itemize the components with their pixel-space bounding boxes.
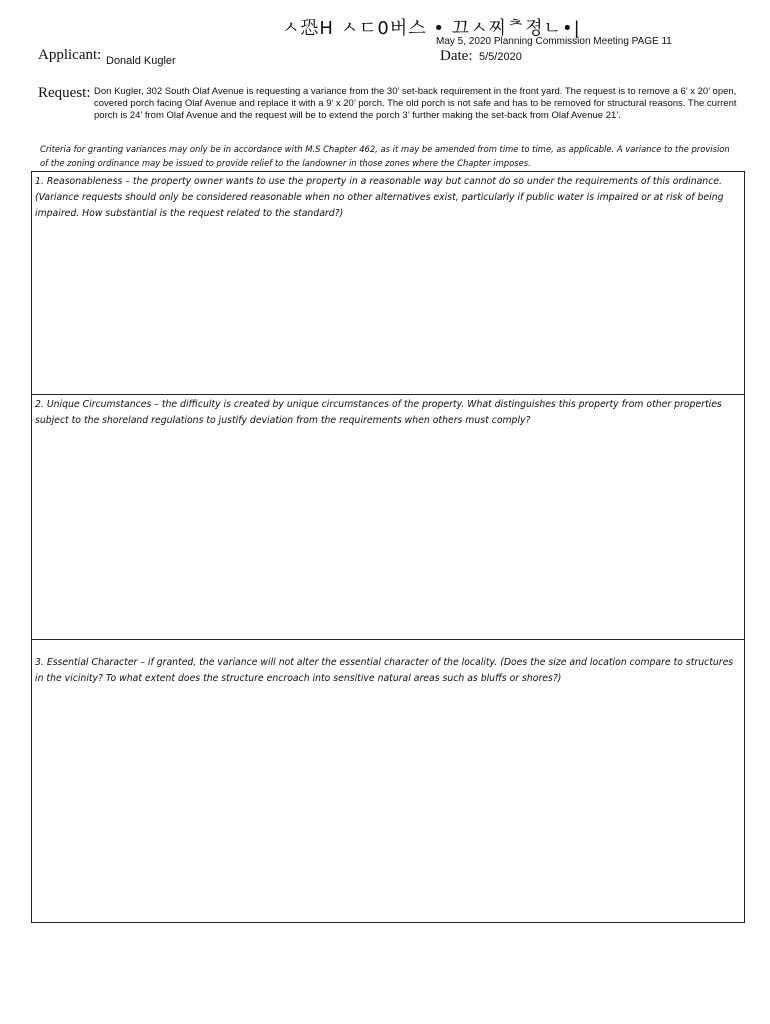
date-value: 5/5/2020 [479, 51, 522, 63]
section-unique-circumstances-text: 2. Unique Circumstances – the difficulty is created by unique circumstances of the property. What distinguishes this property from other properties subject to the shoreland regulations to justify deviation from the requirements when others must comply? [35, 399, 722, 426]
garbled-header-text: ㅅ恐H ㅅㄷ0버스 • 끄ㅅ찌ᄎ졍ㄴ•| [282, 18, 581, 39]
request-text: Don Kugler, 302 South Olaf Avenue is requesting a variance from the 30’ set-back requirement in the front yard. The request is to remove a 6’ x 20’ open, covered porch facing Olaf Avenue and replace it with a 9’ x 20’ porch. The old porch is not safe and has to be removed for structural reasons. The current porch is 24’ from Olaf Avenue and the request will be to extend the porch 3’ further making the set-back from Olaf Avenue 21’. [94, 86, 737, 121]
date-label: Date: [440, 48, 473, 64]
criteria-note: Criteria for granting variances may only be in accordance with M.S Chapter 462, as it may be amended from time to time, as applicable. A variance to the provision of the zoning ordinance may be issued to provide relief to the landowner in those zones where the Chapter imposes. [40, 144, 730, 168]
section-reasonableness-text: 1. Reasonableness – the property owner wants to use the property in a reasonable way but cannot do so under the requirements of this ordinance. (Variance requests should only be considered reasonable when no other alternatives exist, particularly if public water is impaired or at risk of being impaired. How substantial is the request related to the standard?) [35, 176, 724, 219]
section-essential-character[interactable] [31, 639, 745, 923]
section-unique-circumstances[interactable] [31, 394, 745, 640]
section-essential-character-text: 3. Essential Character – if granted, the variance will not alter the essential character of the locality. (Does the size and location compare to structures in the vicinity? To what extent does the structure encroach into sensitive natural areas such as bluffs or shores?) [35, 657, 734, 684]
applicant-label: Applicant: [38, 47, 102, 63]
meeting-header: May 5, 2020 Planning Commission Meeting PAGE 11 [436, 36, 672, 47]
applicant-value: Donald Kugler [106, 55, 176, 67]
request-label: Request: [38, 85, 91, 101]
section-reasonableness[interactable] [31, 171, 745, 395]
